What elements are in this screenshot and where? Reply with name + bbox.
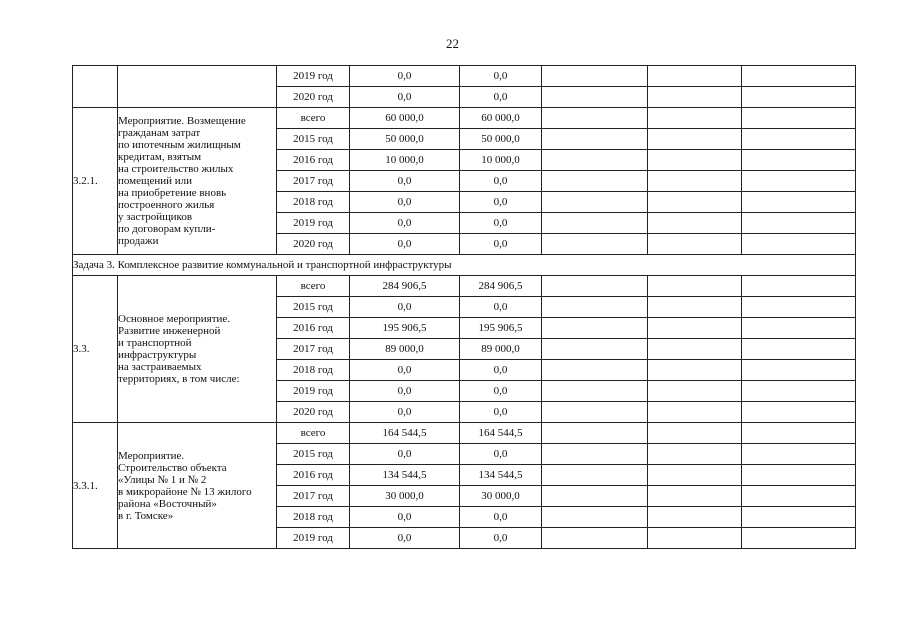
item-name-line: в г. Томске» bbox=[118, 509, 174, 522]
empty-cell bbox=[742, 381, 856, 402]
amount-total-cell: 0,0 bbox=[350, 507, 460, 528]
empty-cell bbox=[742, 87, 856, 108]
program-table bbox=[72, 65, 856, 549]
amount-budget-cell: 134 544,5 bbox=[460, 465, 542, 486]
empty-cell bbox=[542, 402, 648, 423]
period-cell: 2016 год bbox=[277, 465, 350, 486]
amount-total-cell: 60 000,0 bbox=[350, 108, 460, 129]
empty-cell bbox=[648, 402, 742, 423]
empty-cell bbox=[742, 213, 856, 234]
item-name-line: района «Восточный» bbox=[118, 497, 217, 510]
amount-total-cell: 50 000,0 bbox=[350, 129, 460, 150]
period-cell: 2020 год bbox=[277, 234, 350, 255]
period-cell: 2018 год bbox=[277, 507, 350, 528]
amount-budget-cell: 0,0 bbox=[460, 528, 542, 549]
period-cell: 2019 год bbox=[277, 528, 350, 549]
amount-total-cell: 0,0 bbox=[350, 297, 460, 318]
empty-cell bbox=[742, 423, 856, 444]
item-name-line: на строительство жилых bbox=[118, 163, 234, 175]
amount-budget-cell: 10 000,0 bbox=[460, 150, 542, 171]
amount-budget-cell: 89 000,0 bbox=[460, 339, 542, 360]
empty-cell bbox=[542, 486, 648, 507]
empty-cell bbox=[648, 297, 742, 318]
item-number-cell: 3.2.1. bbox=[73, 108, 118, 255]
period-cell: 2020 год bbox=[277, 402, 350, 423]
amount-budget-cell: 30 000,0 bbox=[460, 486, 542, 507]
empty-cell bbox=[648, 150, 742, 171]
empty-cell bbox=[742, 360, 856, 381]
empty-cell bbox=[542, 192, 648, 213]
empty-cell bbox=[648, 87, 742, 108]
table-row bbox=[73, 66, 856, 87]
empty-cell bbox=[542, 87, 648, 108]
amount-budget-cell: 0,0 bbox=[460, 402, 542, 423]
empty-cell bbox=[648, 528, 742, 549]
empty-cell bbox=[648, 486, 742, 507]
item-name-line: Основное мероприятие. bbox=[118, 313, 231, 325]
period-cell: 2019 год bbox=[277, 381, 350, 402]
amount-budget-cell: 0,0 bbox=[460, 234, 542, 255]
empty-cell bbox=[648, 318, 742, 339]
item-name-line: Мероприятие. Возмещение bbox=[118, 115, 246, 127]
empty-cell bbox=[542, 381, 648, 402]
period-cell: 2018 год bbox=[277, 192, 350, 213]
empty-cell bbox=[742, 507, 856, 528]
amount-total-cell: 0,0 bbox=[350, 66, 460, 87]
empty-cell bbox=[648, 423, 742, 444]
period-cell: 2017 год bbox=[277, 339, 350, 360]
empty-cell bbox=[542, 444, 648, 465]
period-cell: 2018 год bbox=[277, 360, 350, 381]
item-name-line: по договорам купли- bbox=[118, 223, 216, 235]
period-cell: 2015 год bbox=[277, 129, 350, 150]
period-cell: 2015 год bbox=[277, 444, 350, 465]
amount-total-cell: 195 906,5 bbox=[350, 318, 460, 339]
item-name-line: гражданам затрат bbox=[118, 127, 201, 139]
empty-cell bbox=[648, 339, 742, 360]
item-name-cell bbox=[118, 108, 277, 255]
empty-cell bbox=[648, 465, 742, 486]
page-number: 22 bbox=[446, 36, 459, 51]
empty-cell bbox=[542, 360, 648, 381]
empty-cell bbox=[648, 276, 742, 297]
amount-budget-cell: 50 000,0 bbox=[460, 129, 542, 150]
item-name-line: «Улицы № 1 и № 2 bbox=[118, 473, 207, 486]
amount-budget-cell: 284 906,5 bbox=[460, 276, 542, 297]
empty-cell bbox=[648, 507, 742, 528]
item-name-line: построенного жилья bbox=[118, 199, 215, 211]
empty-cell bbox=[542, 528, 648, 549]
empty-cell bbox=[648, 360, 742, 381]
item-name-line: на приобретение вновь bbox=[118, 187, 227, 199]
item-name-line: и транспортной bbox=[118, 337, 192, 349]
task-row bbox=[73, 255, 856, 276]
empty-cell bbox=[742, 150, 856, 171]
empty-cell bbox=[542, 66, 648, 87]
empty-cell bbox=[648, 192, 742, 213]
empty-cell bbox=[648, 444, 742, 465]
empty-cell bbox=[542, 507, 648, 528]
task-heading: Задача 3. Комплексное развитие коммунальной и транспортной инфраструктуры bbox=[73, 255, 856, 276]
empty-cell bbox=[648, 213, 742, 234]
amount-total-cell: 284 906,5 bbox=[350, 276, 460, 297]
amount-budget-cell: 60 000,0 bbox=[460, 108, 542, 129]
period-cell: 2019 год bbox=[277, 213, 350, 234]
empty-cell bbox=[542, 318, 648, 339]
empty-cell bbox=[542, 465, 648, 486]
amount-total-cell: 89 000,0 bbox=[350, 339, 460, 360]
amount-budget-cell: 0,0 bbox=[460, 171, 542, 192]
item-name-cell bbox=[118, 66, 277, 108]
amount-budget-cell: 164 544,5 bbox=[460, 423, 542, 444]
period-cell: 2016 год bbox=[277, 318, 350, 339]
item-number-cell: 3.3. bbox=[73, 276, 118, 423]
table-row bbox=[73, 423, 856, 444]
item-name-cell bbox=[118, 423, 277, 549]
item-name-line: кредитам, взятым bbox=[118, 151, 202, 163]
amount-total-cell: 0,0 bbox=[350, 381, 460, 402]
amount-total-cell: 30 000,0 bbox=[350, 486, 460, 507]
empty-cell bbox=[742, 129, 856, 150]
amount-total-cell: 0,0 bbox=[350, 171, 460, 192]
empty-cell bbox=[542, 108, 648, 129]
item-name-line: Строительство объекта bbox=[118, 461, 227, 474]
item-name-line: Развитие инженерной bbox=[118, 325, 221, 337]
empty-cell bbox=[542, 423, 648, 444]
amount-total-cell: 164 544,5 bbox=[350, 423, 460, 444]
amount-total-cell: 0,0 bbox=[350, 528, 460, 549]
amount-total-cell: 0,0 bbox=[350, 360, 460, 381]
empty-cell bbox=[742, 486, 856, 507]
period-cell: 2017 год bbox=[277, 171, 350, 192]
empty-cell bbox=[742, 444, 856, 465]
empty-cell bbox=[542, 171, 648, 192]
empty-cell bbox=[648, 171, 742, 192]
period-cell: всего bbox=[277, 423, 350, 444]
empty-cell bbox=[648, 381, 742, 402]
amount-budget-cell: 0,0 bbox=[460, 444, 542, 465]
item-number-cell: 3.3.1. bbox=[73, 423, 118, 549]
empty-cell bbox=[742, 318, 856, 339]
period-cell: 2017 год bbox=[277, 486, 350, 507]
empty-cell bbox=[742, 192, 856, 213]
empty-cell bbox=[542, 297, 648, 318]
item-number-cell bbox=[73, 66, 118, 108]
period-cell: 2015 год bbox=[277, 297, 350, 318]
empty-cell bbox=[742, 465, 856, 486]
item-name-line: у застройщиков bbox=[118, 211, 193, 223]
amount-budget-cell: 0,0 bbox=[460, 213, 542, 234]
empty-cell bbox=[742, 171, 856, 192]
item-name-line: в микрорайоне № 13 жилого bbox=[118, 485, 252, 498]
empty-cell bbox=[742, 528, 856, 549]
amount-budget-cell: 0,0 bbox=[460, 297, 542, 318]
empty-cell bbox=[542, 234, 648, 255]
item-name-line: по ипотечным жилищным bbox=[118, 139, 241, 151]
amount-total-cell: 0,0 bbox=[350, 234, 460, 255]
amount-budget-cell: 0,0 bbox=[460, 507, 542, 528]
period-cell: всего bbox=[277, 276, 350, 297]
amount-total-cell: 134 544,5 bbox=[350, 465, 460, 486]
empty-cell bbox=[742, 297, 856, 318]
amount-budget-cell: 0,0 bbox=[460, 192, 542, 213]
amount-budget-cell: 0,0 bbox=[460, 360, 542, 381]
amount-total-cell: 0,0 bbox=[350, 87, 460, 108]
empty-cell bbox=[648, 108, 742, 129]
amount-total-cell: 0,0 bbox=[350, 444, 460, 465]
empty-cell bbox=[742, 108, 856, 129]
empty-cell bbox=[542, 339, 648, 360]
amount-total-cell: 0,0 bbox=[350, 402, 460, 423]
empty-cell bbox=[542, 276, 648, 297]
amount-budget-cell: 0,0 bbox=[460, 87, 542, 108]
amount-total-cell: 0,0 bbox=[350, 213, 460, 234]
item-name-line: на застраиваемых bbox=[118, 361, 202, 373]
period-cell: всего bbox=[277, 108, 350, 129]
empty-cell bbox=[542, 150, 648, 171]
empty-cell bbox=[742, 276, 856, 297]
amount-budget-cell: 195 906,5 bbox=[460, 318, 542, 339]
item-name-line: территориях, в том числе: bbox=[118, 373, 240, 385]
amount-total-cell: 0,0 bbox=[350, 192, 460, 213]
empty-cell bbox=[648, 129, 742, 150]
period-cell: 2019 год bbox=[277, 66, 350, 87]
empty-cell bbox=[542, 213, 648, 234]
item-name-line: продажи bbox=[118, 235, 159, 247]
empty-cell bbox=[742, 234, 856, 255]
table-row bbox=[73, 108, 856, 129]
item-name-line: Мероприятие. bbox=[118, 449, 185, 462]
period-cell: 2020 год bbox=[277, 87, 350, 108]
empty-cell bbox=[742, 402, 856, 423]
item-name-line: помещений или bbox=[118, 175, 193, 187]
period-cell: 2016 год bbox=[277, 150, 350, 171]
empty-cell bbox=[742, 339, 856, 360]
item-name-cell bbox=[118, 276, 277, 423]
amount-budget-cell: 0,0 bbox=[460, 381, 542, 402]
empty-cell bbox=[648, 234, 742, 255]
table-row bbox=[73, 276, 856, 297]
empty-cell bbox=[542, 129, 648, 150]
empty-cell bbox=[742, 66, 856, 87]
empty-cell bbox=[648, 66, 742, 87]
amount-budget-cell: 0,0 bbox=[460, 66, 542, 87]
amount-total-cell: 10 000,0 bbox=[350, 150, 460, 171]
item-name-line: инфраструктуры bbox=[118, 349, 197, 361]
